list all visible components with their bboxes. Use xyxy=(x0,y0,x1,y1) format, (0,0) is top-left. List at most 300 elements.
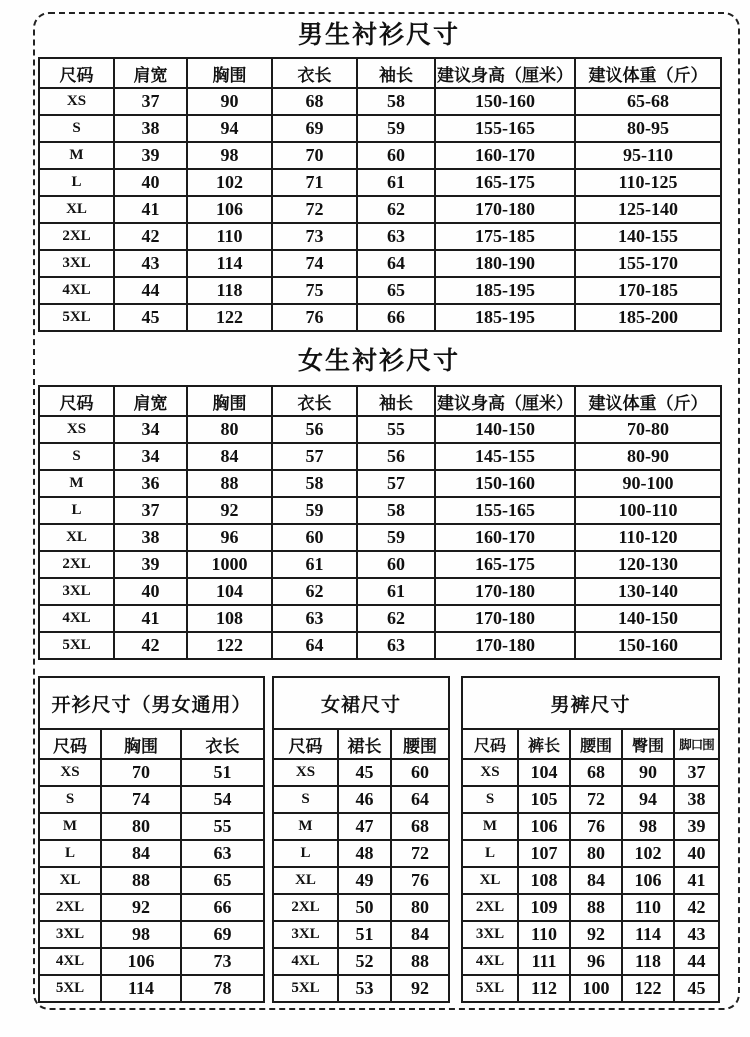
value-cell: 98 xyxy=(187,142,272,169)
column-header: 胸围 xyxy=(101,729,181,759)
column-header: 建议体重（斤） xyxy=(575,386,721,416)
value-cell: 112 xyxy=(518,975,570,1002)
size-cell: S xyxy=(39,443,114,470)
value-cell: 165-175 xyxy=(435,169,575,196)
size-cell: 3XL xyxy=(39,250,114,277)
value-cell: 68 xyxy=(391,813,449,840)
women-shirt-size-title: 女生衬衫尺寸 xyxy=(297,348,460,375)
women-shirt-size-table xyxy=(38,385,722,660)
value-cell: 84 xyxy=(187,443,272,470)
size-cell: 4XL xyxy=(39,605,114,632)
value-cell: 170-180 xyxy=(435,632,575,659)
table-row xyxy=(273,786,449,813)
table-row xyxy=(39,813,264,840)
column-header: 衣长 xyxy=(272,386,357,416)
value-cell: 59 xyxy=(272,497,357,524)
size-cell: 3XL xyxy=(39,921,101,948)
value-cell: 125-140 xyxy=(575,196,721,223)
value-cell: 38 xyxy=(114,524,187,551)
value-cell: 109 xyxy=(518,894,570,921)
size-cell: 2XL xyxy=(462,894,518,921)
column-header: 建议身高（厘米） xyxy=(435,58,575,88)
size-cell: L xyxy=(39,497,114,524)
table-row xyxy=(39,524,721,551)
value-cell: 45 xyxy=(338,759,391,786)
value-cell: 61 xyxy=(357,578,435,605)
value-cell: 41 xyxy=(114,605,187,632)
value-cell: 58 xyxy=(357,497,435,524)
size-cell: 2XL xyxy=(39,894,101,921)
column-header: 尺码 xyxy=(39,386,114,416)
value-cell: 90-100 xyxy=(575,470,721,497)
value-cell: 41 xyxy=(674,867,719,894)
table-header-row xyxy=(273,729,449,759)
value-cell: 59 xyxy=(357,524,435,551)
value-cell: 62 xyxy=(357,196,435,223)
value-cell: 145-155 xyxy=(435,443,575,470)
value-cell: 38 xyxy=(114,115,187,142)
table-row xyxy=(462,759,719,786)
size-cell: XL xyxy=(462,867,518,894)
table-row xyxy=(39,948,264,975)
value-cell: 37 xyxy=(674,759,719,786)
value-cell: 40 xyxy=(674,840,719,867)
value-cell: 61 xyxy=(272,551,357,578)
table-row xyxy=(273,759,449,786)
value-cell: 106 xyxy=(187,196,272,223)
value-cell: 185-200 xyxy=(575,304,721,331)
value-cell: 98 xyxy=(101,921,181,948)
column-header: 尺码 xyxy=(273,729,338,759)
value-cell: 57 xyxy=(357,470,435,497)
value-cell: 90 xyxy=(187,88,272,115)
value-cell: 62 xyxy=(272,578,357,605)
value-cell: 62 xyxy=(357,605,435,632)
value-cell: 59 xyxy=(357,115,435,142)
size-cell: 5XL xyxy=(273,975,338,1002)
value-cell: 61 xyxy=(357,169,435,196)
size-cell: XS xyxy=(39,759,101,786)
column-header: 袖长 xyxy=(357,386,435,416)
value-cell: 100 xyxy=(570,975,622,1002)
value-cell: 106 xyxy=(622,867,674,894)
value-cell: 114 xyxy=(101,975,181,1002)
column-header: 腰围 xyxy=(391,729,449,759)
column-header: 腰围 xyxy=(570,729,622,759)
size-cell: 3XL xyxy=(462,921,518,948)
value-cell: 108 xyxy=(518,867,570,894)
column-header: 臀围 xyxy=(622,729,674,759)
table-row xyxy=(39,142,721,169)
value-cell: 63 xyxy=(357,223,435,250)
value-cell: 84 xyxy=(391,921,449,948)
column-header: 裙长 xyxy=(338,729,391,759)
table-row xyxy=(39,867,264,894)
table-row xyxy=(39,416,721,443)
table-header-row xyxy=(39,58,721,88)
size-cell: S xyxy=(39,115,114,142)
value-cell: 122 xyxy=(187,304,272,331)
table-header-row xyxy=(462,729,719,759)
column-header: 脚口围 xyxy=(674,729,719,759)
table-row xyxy=(39,250,721,277)
value-cell: 54 xyxy=(181,786,264,813)
value-cell: 65 xyxy=(181,867,264,894)
value-cell: 80-90 xyxy=(575,443,721,470)
value-cell: 39 xyxy=(114,551,187,578)
value-cell: 34 xyxy=(114,443,187,470)
women-skirt-size-table xyxy=(272,676,450,1003)
value-cell: 47 xyxy=(338,813,391,840)
table-row xyxy=(39,196,721,223)
size-cell: 5XL xyxy=(39,304,114,331)
column-header: 袖长 xyxy=(357,58,435,88)
size-cell: XS xyxy=(39,88,114,115)
column-header: 肩宽 xyxy=(114,386,187,416)
column-header: 衣长 xyxy=(272,58,357,88)
value-cell: 46 xyxy=(338,786,391,813)
value-cell: 118 xyxy=(622,948,674,975)
value-cell: 65 xyxy=(357,277,435,304)
value-cell: 165-175 xyxy=(435,551,575,578)
value-cell: 58 xyxy=(272,470,357,497)
value-cell: 42 xyxy=(114,223,187,250)
value-cell: 65-68 xyxy=(575,88,721,115)
table-row xyxy=(462,894,719,921)
value-cell: 42 xyxy=(114,632,187,659)
value-cell: 170-185 xyxy=(575,277,721,304)
value-cell: 70 xyxy=(101,759,181,786)
value-cell: 73 xyxy=(272,223,357,250)
value-cell: 150-160 xyxy=(435,88,575,115)
column-header: 肩宽 xyxy=(114,58,187,88)
value-cell: 60 xyxy=(357,142,435,169)
value-cell: 55 xyxy=(181,813,264,840)
size-cell: 4XL xyxy=(39,277,114,304)
value-cell: 1000 xyxy=(187,551,272,578)
size-cell: L xyxy=(39,169,114,196)
table-title: 女裙尺寸 xyxy=(273,677,449,729)
table-row xyxy=(39,88,721,115)
value-cell: 44 xyxy=(674,948,719,975)
value-cell: 120-130 xyxy=(575,551,721,578)
column-header: 尺码 xyxy=(39,729,101,759)
table-row xyxy=(39,578,721,605)
size-cell: 2XL xyxy=(273,894,338,921)
value-cell: 69 xyxy=(272,115,357,142)
value-cell: 72 xyxy=(570,786,622,813)
table-row xyxy=(39,921,264,948)
value-cell: 80 xyxy=(101,813,181,840)
value-cell: 104 xyxy=(187,578,272,605)
value-cell: 74 xyxy=(272,250,357,277)
value-cell: 108 xyxy=(187,605,272,632)
value-cell: 55 xyxy=(357,416,435,443)
value-cell: 48 xyxy=(338,840,391,867)
value-cell: 40 xyxy=(114,169,187,196)
value-cell: 60 xyxy=(272,524,357,551)
value-cell: 92 xyxy=(570,921,622,948)
table-row xyxy=(273,921,449,948)
value-cell: 72 xyxy=(272,196,357,223)
table-row xyxy=(273,813,449,840)
value-cell: 110 xyxy=(518,921,570,948)
value-cell: 63 xyxy=(181,840,264,867)
value-cell: 118 xyxy=(187,277,272,304)
table-row xyxy=(462,840,719,867)
value-cell: 130-140 xyxy=(575,578,721,605)
value-cell: 122 xyxy=(622,975,674,1002)
value-cell: 140-155 xyxy=(575,223,721,250)
value-cell: 185-195 xyxy=(435,304,575,331)
value-cell: 36 xyxy=(114,470,187,497)
size-cell: 3XL xyxy=(39,578,114,605)
value-cell: 88 xyxy=(391,948,449,975)
value-cell: 106 xyxy=(518,813,570,840)
table-row xyxy=(273,840,449,867)
size-cell: 4XL xyxy=(273,948,338,975)
men-pants-size-table xyxy=(461,676,720,1003)
value-cell: 155-165 xyxy=(435,115,575,142)
value-cell: 170-180 xyxy=(435,605,575,632)
value-cell: 68 xyxy=(570,759,622,786)
value-cell: 105 xyxy=(518,786,570,813)
value-cell: 64 xyxy=(391,786,449,813)
value-cell: 44 xyxy=(114,277,187,304)
table-row xyxy=(39,497,721,524)
value-cell: 38 xyxy=(674,786,719,813)
size-cell: XL xyxy=(39,196,114,223)
value-cell: 122 xyxy=(187,632,272,659)
value-cell: 45 xyxy=(674,975,719,1002)
size-cell: L xyxy=(273,840,338,867)
value-cell: 155-165 xyxy=(435,497,575,524)
value-cell: 94 xyxy=(187,115,272,142)
table-title-row xyxy=(39,677,264,729)
value-cell: 71 xyxy=(272,169,357,196)
value-cell: 88 xyxy=(101,867,181,894)
value-cell: 80 xyxy=(391,894,449,921)
size-cell: XL xyxy=(273,867,338,894)
men-shirt-size-table xyxy=(38,57,722,332)
value-cell: 96 xyxy=(187,524,272,551)
value-cell: 170-180 xyxy=(435,578,575,605)
value-cell: 155-170 xyxy=(575,250,721,277)
table-row xyxy=(39,632,721,659)
value-cell: 80 xyxy=(570,840,622,867)
table-row xyxy=(462,921,719,948)
size-cell: S xyxy=(462,786,518,813)
size-cell: L xyxy=(39,840,101,867)
value-cell: 150-160 xyxy=(435,470,575,497)
value-cell: 66 xyxy=(357,304,435,331)
size-cell: S xyxy=(39,786,101,813)
value-cell: 56 xyxy=(357,443,435,470)
table-title: 男裤尺寸 xyxy=(462,677,719,729)
cardigan-size-table xyxy=(38,676,265,1003)
table-title: 开衫尺寸（男女通用） xyxy=(39,677,264,729)
column-header: 裤长 xyxy=(518,729,570,759)
value-cell: 39 xyxy=(674,813,719,840)
value-cell: 60 xyxy=(391,759,449,786)
table-title-row xyxy=(273,677,449,729)
value-cell: 114 xyxy=(187,250,272,277)
table-row xyxy=(39,115,721,142)
table-row xyxy=(39,470,721,497)
size-cell: 4XL xyxy=(39,948,101,975)
size-cell: S xyxy=(273,786,338,813)
value-cell: 175-185 xyxy=(435,223,575,250)
value-cell: 110-125 xyxy=(575,169,721,196)
table-row xyxy=(39,551,721,578)
value-cell: 110-120 xyxy=(575,524,721,551)
value-cell: 92 xyxy=(391,975,449,1002)
size-cell: M xyxy=(39,470,114,497)
value-cell: 111 xyxy=(518,948,570,975)
value-cell: 52 xyxy=(338,948,391,975)
value-cell: 56 xyxy=(272,416,357,443)
men-shirt-size-title: 男生衬衫尺寸 xyxy=(297,22,460,49)
column-header: 衣长 xyxy=(181,729,264,759)
value-cell: 98 xyxy=(622,813,674,840)
table-row xyxy=(462,786,719,813)
value-cell: 63 xyxy=(272,605,357,632)
value-cell: 88 xyxy=(570,894,622,921)
value-cell: 70 xyxy=(272,142,357,169)
value-cell: 64 xyxy=(272,632,357,659)
value-cell: 92 xyxy=(101,894,181,921)
size-cell: 5XL xyxy=(39,975,101,1002)
value-cell: 114 xyxy=(622,921,674,948)
size-cell: M xyxy=(39,813,101,840)
size-cell: XS xyxy=(273,759,338,786)
table-row xyxy=(273,867,449,894)
value-cell: 50 xyxy=(338,894,391,921)
value-cell: 49 xyxy=(338,867,391,894)
column-header: 胸围 xyxy=(187,58,272,88)
size-cell: XL xyxy=(39,524,114,551)
value-cell: 170-180 xyxy=(435,196,575,223)
table-row xyxy=(39,605,721,632)
value-cell: 110 xyxy=(187,223,272,250)
value-cell: 180-190 xyxy=(435,250,575,277)
size-cell: 5XL xyxy=(39,632,114,659)
table-row xyxy=(462,975,719,1002)
value-cell: 64 xyxy=(357,250,435,277)
value-cell: 39 xyxy=(114,142,187,169)
value-cell: 100-110 xyxy=(575,497,721,524)
value-cell: 45 xyxy=(114,304,187,331)
size-cell: XL xyxy=(39,867,101,894)
table-row xyxy=(39,304,721,331)
value-cell: 84 xyxy=(570,867,622,894)
value-cell: 76 xyxy=(272,304,357,331)
size-cell: 4XL xyxy=(462,948,518,975)
value-cell: 37 xyxy=(114,497,187,524)
table-header-row xyxy=(39,386,721,416)
value-cell: 69 xyxy=(181,921,264,948)
value-cell: 60 xyxy=(357,551,435,578)
value-cell: 160-170 xyxy=(435,142,575,169)
size-cell: 3XL xyxy=(273,921,338,948)
value-cell: 68 xyxy=(272,88,357,115)
size-cell: 5XL xyxy=(462,975,518,1002)
table-row xyxy=(39,443,721,470)
value-cell: 66 xyxy=(181,894,264,921)
value-cell: 78 xyxy=(181,975,264,1002)
table-row xyxy=(273,975,449,1002)
value-cell: 94 xyxy=(622,786,674,813)
value-cell: 102 xyxy=(187,169,272,196)
value-cell: 74 xyxy=(101,786,181,813)
value-cell: 76 xyxy=(570,813,622,840)
value-cell: 104 xyxy=(518,759,570,786)
column-header: 尺码 xyxy=(39,58,114,88)
size-cell: 2XL xyxy=(39,551,114,578)
size-cell: 2XL xyxy=(39,223,114,250)
column-header: 胸围 xyxy=(187,386,272,416)
value-cell: 41 xyxy=(114,196,187,223)
size-cell: M xyxy=(39,142,114,169)
table-row xyxy=(39,840,264,867)
value-cell: 43 xyxy=(114,250,187,277)
value-cell: 102 xyxy=(622,840,674,867)
size-cell: XS xyxy=(462,759,518,786)
table-header-row xyxy=(39,729,264,759)
value-cell: 42 xyxy=(674,894,719,921)
table-row xyxy=(462,867,719,894)
size-cell: M xyxy=(462,813,518,840)
value-cell: 88 xyxy=(187,470,272,497)
table-row xyxy=(462,813,719,840)
table-row xyxy=(39,223,721,250)
value-cell: 51 xyxy=(181,759,264,786)
value-cell: 110 xyxy=(622,894,674,921)
size-cell: XS xyxy=(39,416,114,443)
table-row xyxy=(462,948,719,975)
table-row xyxy=(39,786,264,813)
value-cell: 70-80 xyxy=(575,416,721,443)
value-cell: 51 xyxy=(338,921,391,948)
value-cell: 58 xyxy=(357,88,435,115)
value-cell: 107 xyxy=(518,840,570,867)
value-cell: 92 xyxy=(187,497,272,524)
value-cell: 160-170 xyxy=(435,524,575,551)
value-cell: 80 xyxy=(187,416,272,443)
value-cell: 75 xyxy=(272,277,357,304)
table-row xyxy=(39,975,264,1002)
table-row xyxy=(273,948,449,975)
value-cell: 63 xyxy=(357,632,435,659)
size-cell: L xyxy=(462,840,518,867)
column-header: 建议体重（斤） xyxy=(575,58,721,88)
table-row xyxy=(39,277,721,304)
value-cell: 84 xyxy=(101,840,181,867)
value-cell: 73 xyxy=(181,948,264,975)
value-cell: 53 xyxy=(338,975,391,1002)
value-cell: 96 xyxy=(570,948,622,975)
table-title-row xyxy=(462,677,719,729)
value-cell: 57 xyxy=(272,443,357,470)
value-cell: 140-150 xyxy=(575,605,721,632)
table-row xyxy=(273,894,449,921)
table-row xyxy=(39,894,264,921)
value-cell: 140-150 xyxy=(435,416,575,443)
value-cell: 40 xyxy=(114,578,187,605)
value-cell: 185-195 xyxy=(435,277,575,304)
column-header: 建议身高（厘米） xyxy=(435,386,575,416)
value-cell: 90 xyxy=(622,759,674,786)
